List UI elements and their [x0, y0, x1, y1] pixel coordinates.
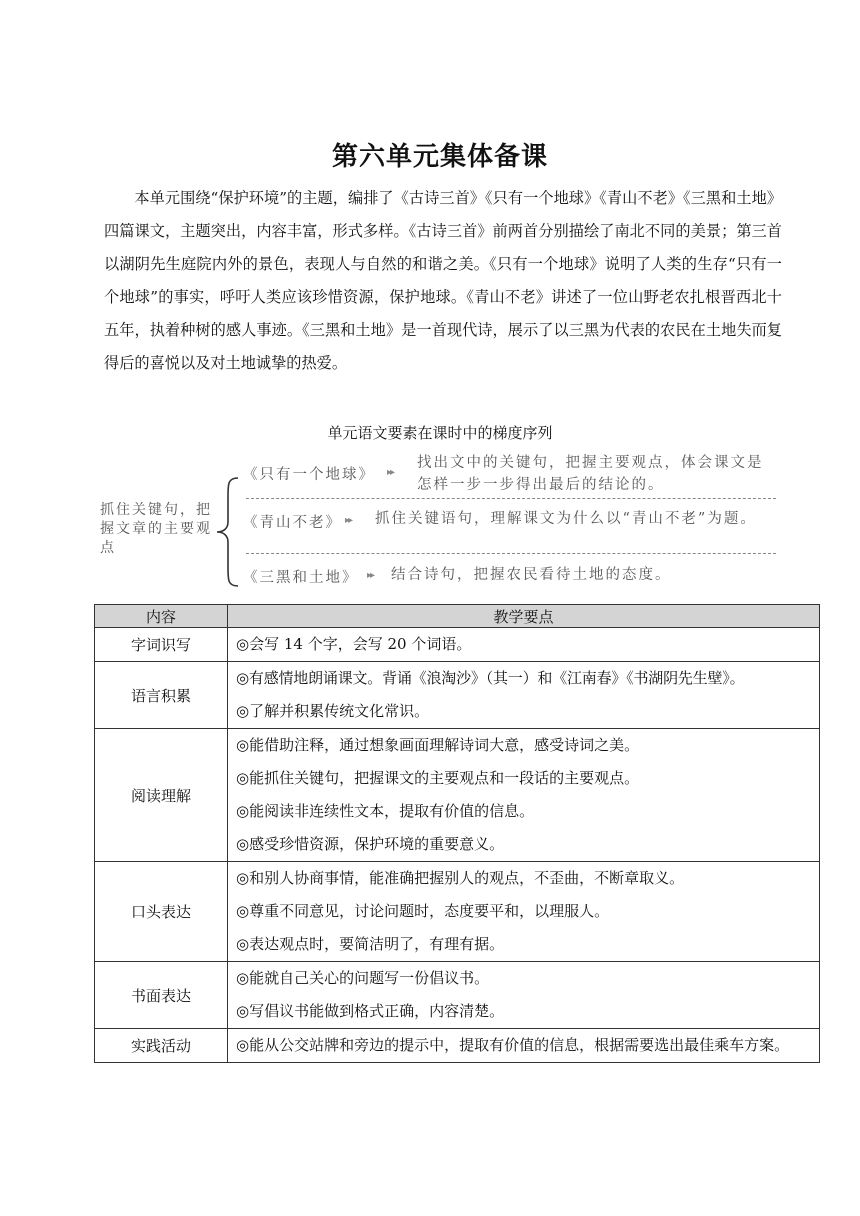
teaching-point: ◎会写 14 个字，会写 20 个词语。 — [236, 635, 472, 653]
diagram-lesson: 《只有一个地球》 — [243, 467, 375, 483]
category-cell: 语言积累 — [95, 662, 228, 729]
diagram-row — [243, 506, 783, 552]
points-cell — [228, 1029, 820, 1063]
teaching-point: ◎能抓住关键句，把握课文的主要观点和一段话的主要观点。 — [236, 769, 640, 787]
teaching-point: ◎写倡议书能做到格式正确，内容清楚。 — [236, 1002, 505, 1020]
diagram-key-element-label: 抓住关键句，把握文章的主要观点 — [100, 502, 212, 556]
teaching-point: ◎和别人协商事情，能准确把握别人的观点，不歪曲，不断章取义。 — [236, 869, 685, 887]
teaching-point: ◎了解并积累传统文化常识。 — [236, 702, 430, 720]
diagram-lesson: 《青山不老》 — [243, 515, 342, 531]
teaching-point: ◎能从公交站牌和旁边的提示中，提取有价值的信息，根据需要选出最佳乘车方案。 — [236, 1036, 790, 1054]
table-row — [95, 729, 820, 862]
table-row — [95, 962, 820, 1029]
diagram-title: 单元语文要素在课时中的梯度序列 — [327, 424, 553, 442]
points-cell — [228, 729, 820, 862]
category-cell: 字词识写 — [95, 628, 228, 662]
teaching-point: ◎能阅读非连续性文本，提取有价值的信息。 — [236, 802, 535, 820]
teaching-point: ◎能就自己关心的问题写一份倡议书。 — [236, 969, 490, 987]
arrow-icon: ▸▸ — [387, 467, 394, 478]
dashed-divider — [246, 553, 776, 554]
table-header-row — [95, 605, 820, 628]
teaching-point: ◎有感情地朗诵课文。背诵《浪淘沙》（其一）和《江南春》《书湖阴先生壁》。 — [236, 669, 745, 687]
diagram-lesson: 《三黑和土地》 — [243, 570, 359, 586]
category-cell: 阅读理解 — [95, 729, 228, 862]
teaching-point: ◎表达观点时，要简洁明了，有理有据。 — [236, 935, 505, 953]
points-cell — [228, 862, 820, 962]
arrow-icon: ▸▸ — [345, 515, 352, 526]
teaching-point: ◎尊重不同意见，讨论问题时，态度要平和，以理服人。 — [236, 902, 610, 920]
intro-paragraph: 本单元围绕“保护环境”的主题，编排了《古诗三首》《只有一个地球》《青山不老》《三黑和土地》四篇课文，主题突出，内容丰富，形式多样。《古诗三首》前两首分别描绘了南北不同的美景；第三首以湖阴先生庭院内外的景色，表现人与自然的和谐之美。《只有一个地球》说明了人类的生存“只有一个地球”的事实，呼吁人类应该珍惜资源，保护地球。《青山不老》讲述了一位山野老农扎根晋西北十五年，执着种树的感人事迹。《三黑和土地》是一首现代诗，展示了以三黑为代表的农民在土地失而复得后的喜悦以及对土地诚挚的热爱。 — [104, 189, 782, 372]
table-row — [95, 862, 820, 962]
points-cell — [228, 962, 820, 1029]
arrow-icon: ▸▸ — [367, 570, 374, 581]
diagram-desc: 结合诗句，把握农民看待土地的态度。 — [391, 567, 672, 583]
points-cell — [228, 662, 820, 729]
diagram-desc: 找出文中的关键句，把握主要观点，体会课文是怎样一步一步得出最后的结论的。 — [417, 455, 764, 493]
category-cell: 书面表达 — [95, 962, 228, 1029]
table-row — [95, 628, 820, 662]
table-row — [95, 662, 820, 729]
points-cell — [228, 628, 820, 662]
table-row — [95, 1029, 820, 1063]
dashed-divider — [246, 498, 776, 499]
category-cell: 口头表达 — [95, 862, 228, 962]
category-cell: 实践活动 — [95, 1029, 228, 1063]
diagram-desc: 抓住关键语句，理解课文为什么以“青山不老”为题。 — [375, 511, 757, 527]
teaching-point: ◎能借助注释，通过想象画面理解诗词大意，感受诗词之美。 — [236, 736, 640, 754]
page-title: 第六单元集体备课 — [331, 142, 548, 172]
diagram-row — [243, 452, 783, 498]
gradient-sequence-diagram — [100, 446, 800, 596]
column-header-content: 内容 — [95, 605, 228, 628]
diagram-row — [243, 564, 783, 588]
teaching-point: ◎感受珍惜资源，保护环境的重要意义。 — [236, 835, 505, 853]
teaching-points-table — [94, 604, 820, 1063]
brace-icon — [214, 476, 242, 588]
column-header-points: 教学要点 — [228, 605, 820, 628]
